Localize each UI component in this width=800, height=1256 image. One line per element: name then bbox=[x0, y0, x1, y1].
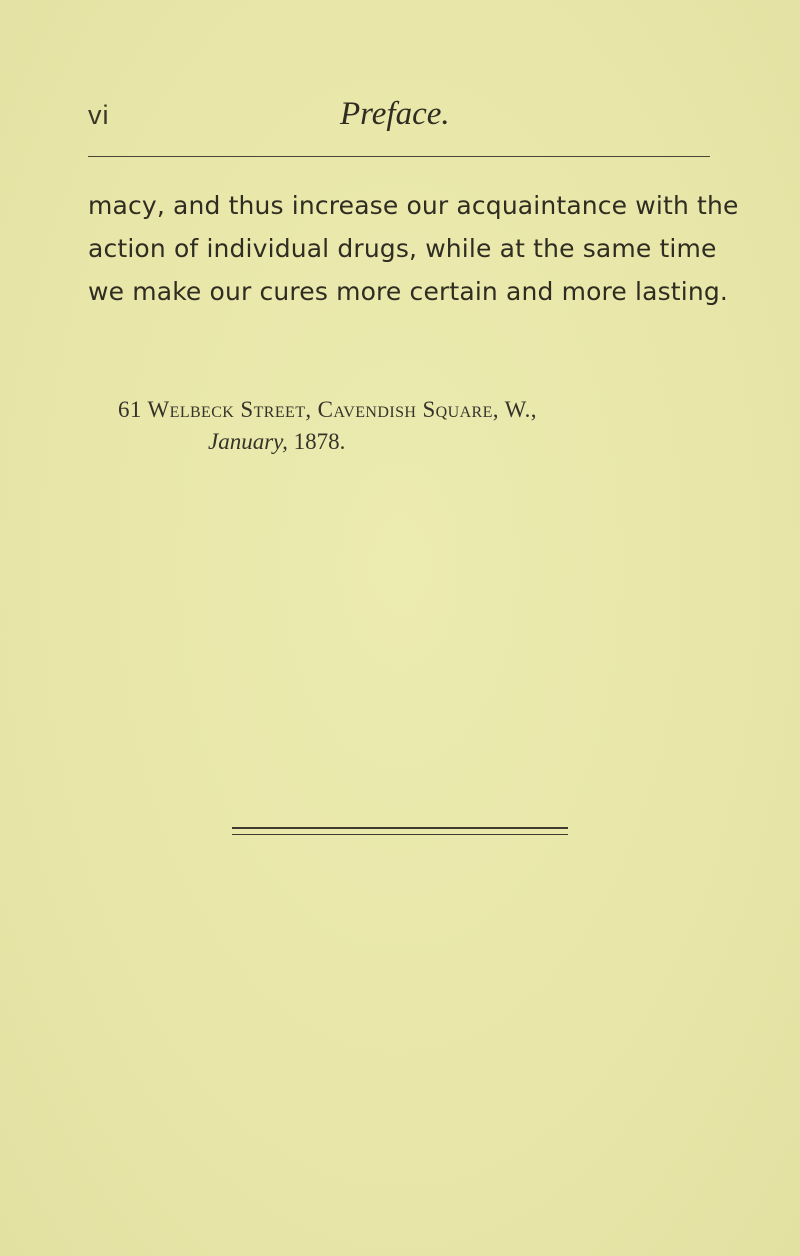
text-line: macy, and thus increase our acquaintance with the bbox=[88, 191, 739, 220]
address-line: 61 Welbeck Street, Cavendish Square, W., bbox=[118, 397, 537, 422]
text-line: action of individual drugs, while at the same time bbox=[88, 234, 717, 263]
date-line bbox=[208, 426, 537, 458]
signature-block bbox=[118, 394, 537, 458]
body-paragraph bbox=[88, 184, 748, 313]
header-rule bbox=[88, 156, 710, 157]
page-number: vi bbox=[88, 100, 110, 130]
running-title: Preface. bbox=[340, 96, 450, 132]
date-month: January, bbox=[208, 429, 288, 454]
page-header bbox=[88, 96, 710, 136]
closing-rule-thick bbox=[232, 827, 568, 829]
date-year: 1878. bbox=[293, 429, 346, 454]
text-line: we make our cures more certain and more lasting. bbox=[88, 277, 728, 306]
closing-rule-thin bbox=[232, 834, 568, 835]
